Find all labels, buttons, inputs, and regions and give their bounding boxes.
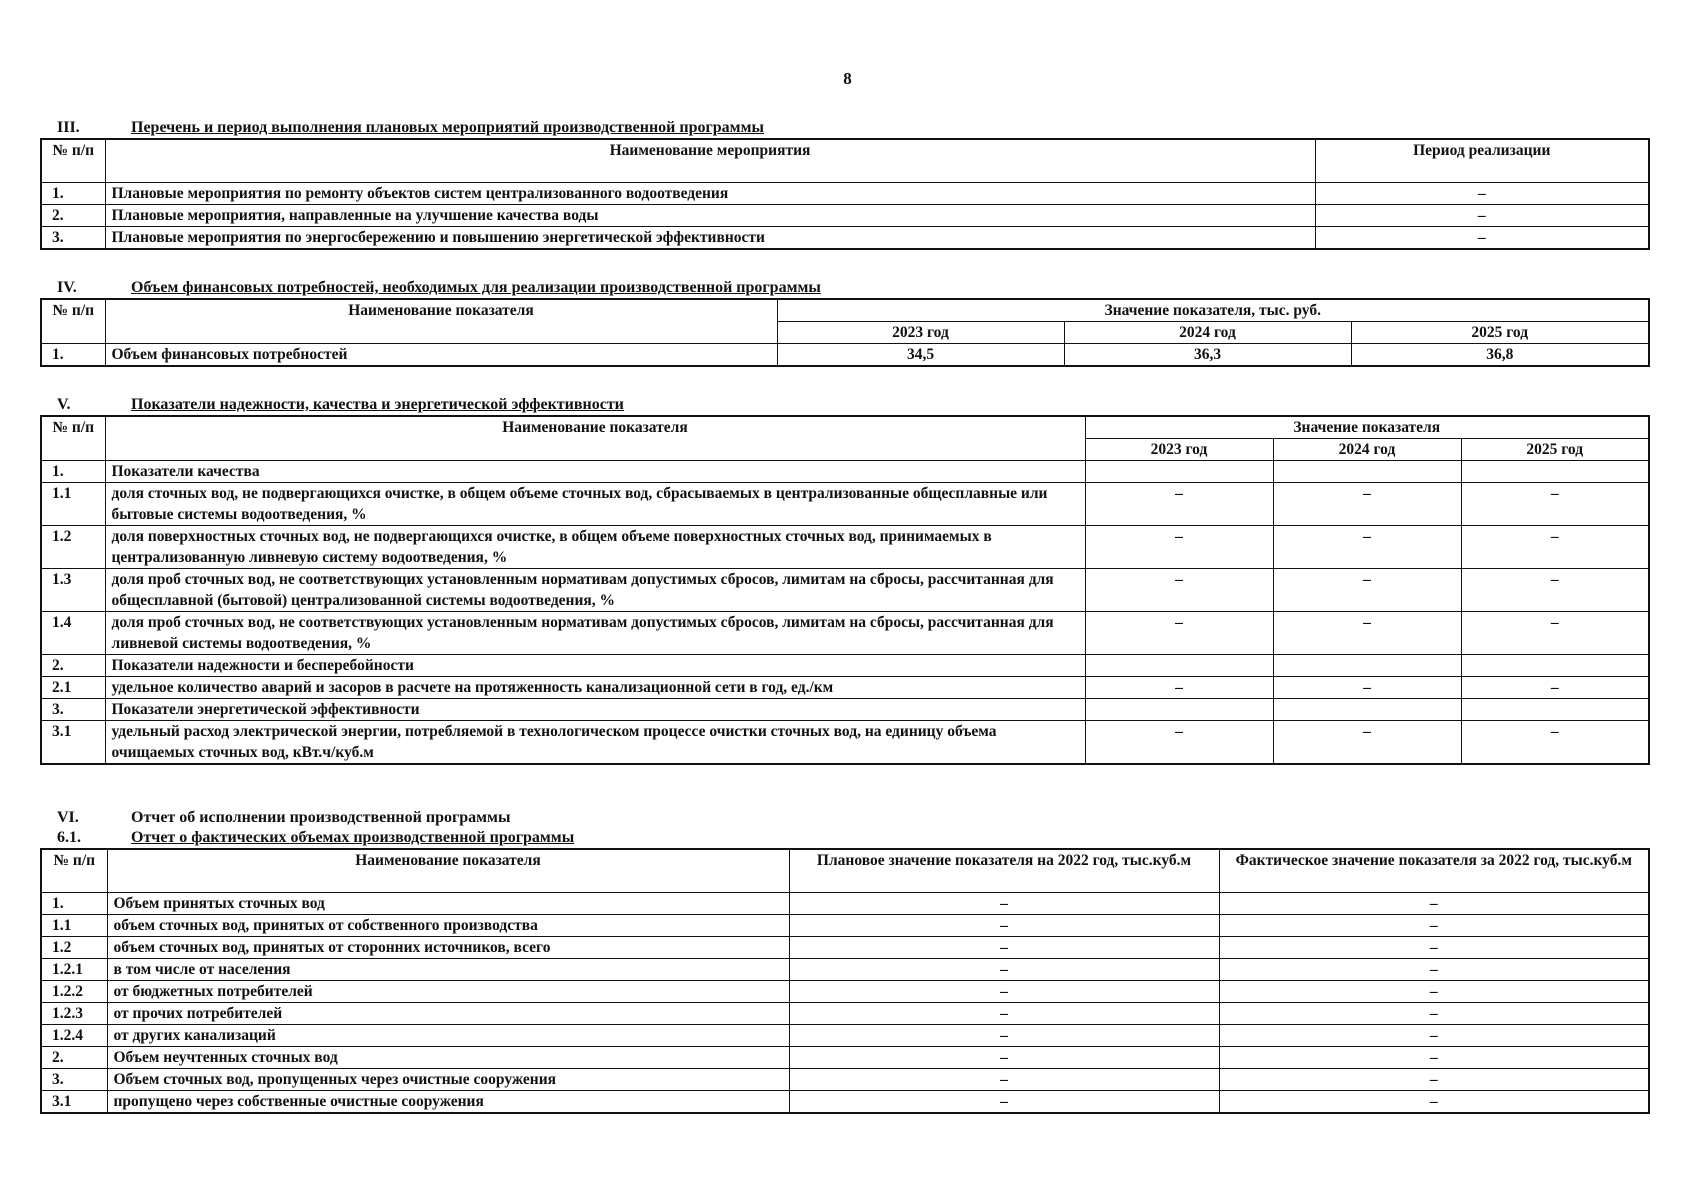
row-number: 2. (41, 655, 105, 677)
row-plan: – (789, 1069, 1219, 1091)
header-value: Значение показателя (1085, 416, 1649, 439)
table-row (41, 699, 1649, 721)
table-row (41, 959, 1649, 981)
row-name: Плановые мероприятия, направленные на улучшение качества воды (105, 205, 1315, 227)
header-no: № п/п (41, 139, 105, 183)
row-value-2024 (1273, 655, 1461, 677)
row-name: от других канализаций (107, 1025, 789, 1047)
row-number: 3.1 (41, 1091, 107, 1114)
row-number: 1.2.1 (41, 959, 107, 981)
row-fact: – (1219, 981, 1649, 1003)
row-number: 3.1 (41, 721, 105, 765)
row-number: 2. (41, 1047, 107, 1069)
table-6 (40, 848, 1650, 1114)
row-plan: – (789, 1047, 1219, 1069)
header-plan: Плановое значение показателя на 2022 год, тыс.куб.м (789, 849, 1219, 893)
row-plan: – (789, 893, 1219, 915)
section-6-1-heading: Отчет о фактических объемах производственной программы (131, 829, 575, 846)
table-row (41, 1091, 1649, 1114)
row-name: Объем финансовых потребностей (105, 344, 777, 367)
section-6 (40, 808, 1650, 1114)
row-value-2025: 36,8 (1351, 344, 1649, 367)
row-value-2024: – (1273, 526, 1461, 569)
row-name: от прочих потребителей (107, 1003, 789, 1025)
table-row (41, 655, 1649, 677)
header-name: Наименование мероприятия (105, 139, 1315, 183)
section-4-heading: Объем финансовых потребностей, необходимых для реализации производственной программы (131, 279, 821, 296)
row-name: доля проб сточных вод, не соответствующих установленным нормативам допустимых сбросов, лимитам на сбросы, рассчитанная для общесплавной (бытовой) централизованной системы водоотведения, % (105, 569, 1085, 612)
row-value-2024: – (1273, 677, 1461, 699)
row-value-2024: – (1273, 612, 1461, 655)
row-name: от бюджетных потребителей (107, 981, 789, 1003)
row-number: 1. (41, 344, 105, 367)
row-name: объем сточных вод, принятых от сторонних источников, всего (107, 937, 789, 959)
row-number: 1.4 (41, 612, 105, 655)
row-value-2024: – (1273, 483, 1461, 526)
row-value-2025: – (1461, 677, 1649, 699)
row-value-2023: – (1085, 569, 1273, 612)
table-3 (40, 138, 1650, 250)
header-2024: 2024 год (1273, 439, 1461, 461)
row-period: – (1315, 227, 1649, 250)
row-fact: – (1219, 1025, 1649, 1047)
row-fact: – (1219, 1003, 1649, 1025)
table-row (41, 915, 1649, 937)
row-name: Плановые мероприятия по энергосбережению и повышению энергетической эффективности (105, 227, 1315, 250)
row-value-2023: – (1085, 612, 1273, 655)
section-6-1-number: 6.1. (57, 829, 81, 846)
section-6-number: VI. (57, 809, 79, 826)
row-fact: – (1219, 893, 1649, 915)
row-plan: – (789, 915, 1219, 937)
header-fact: Фактическое значение показателя за 2022 год, тыс.куб.м (1219, 849, 1649, 893)
row-value-2025: – (1461, 526, 1649, 569)
header-period: Период реализации (1315, 139, 1649, 183)
row-name: Объем сточных вод, пропущенных через очистные сооружения (107, 1069, 789, 1091)
section-3 (40, 118, 1650, 250)
row-name: пропущено через собственные очистные сооружения (107, 1091, 789, 1114)
section-4 (40, 278, 1650, 367)
row-fact: – (1219, 1069, 1649, 1091)
row-period: – (1315, 183, 1649, 205)
table-row (41, 1025, 1649, 1047)
row-fact: – (1219, 959, 1649, 981)
row-value-2025 (1461, 655, 1649, 677)
row-number: 1.2 (41, 526, 105, 569)
table-4 (40, 298, 1650, 367)
row-value-2023 (1085, 655, 1273, 677)
row-value-2024: – (1273, 569, 1461, 612)
row-value-2023 (1085, 461, 1273, 483)
row-number: 1.2.2 (41, 981, 107, 1003)
header-2025: 2025 год (1461, 439, 1649, 461)
row-value-2023: 34,5 (777, 344, 1064, 367)
section-5-heading: Показатели надежности, качества и энергетической эффективности (131, 396, 624, 413)
row-plan: – (789, 1091, 1219, 1114)
row-fact: – (1219, 1091, 1649, 1114)
section-6-heading: Отчет об исполнении производственной программы (131, 809, 511, 826)
row-number: 3. (41, 227, 105, 250)
table-row (41, 1003, 1649, 1025)
table-row (41, 227, 1649, 250)
row-number: 3. (41, 699, 105, 721)
table-row (41, 893, 1649, 915)
section-3-title (40, 118, 1650, 138)
table-row (41, 569, 1649, 612)
header-no: № п/п (41, 849, 107, 893)
row-number: 1. (41, 183, 105, 205)
row-plan: – (789, 1003, 1219, 1025)
row-value-2025: – (1461, 483, 1649, 526)
row-value-2024 (1273, 699, 1461, 721)
row-number: 2. (41, 205, 105, 227)
table-row (41, 526, 1649, 569)
section-4-number: IV. (57, 279, 77, 296)
section-3-heading: Перечень и период выполнения плановых мероприятий производственной программы (131, 119, 764, 136)
row-value-2023 (1085, 699, 1273, 721)
row-value-2024: – (1273, 721, 1461, 765)
section-4-title (40, 278, 1650, 298)
row-name: Показатели надежности и бесперебойности (105, 655, 1085, 677)
row-period: – (1315, 205, 1649, 227)
row-value-2025 (1461, 461, 1649, 483)
row-name: удельный расход электрической энергии, потребляемой в технологическом процессе очистки сточных вод, на единицу объема очищаемых сточных вод, кВт.ч/куб.м (105, 721, 1085, 765)
row-name: доля сточных вод, не подвергающихся очистке, в общем объеме сточных вод, сбрасываемых в централизованные общесплавные или бытовые системы водоотведения, % (105, 483, 1085, 526)
row-number: 1. (41, 461, 105, 483)
row-name: Показатели энергетической эффективности (105, 699, 1085, 721)
row-value-2025: – (1461, 612, 1649, 655)
row-plan: – (789, 981, 1219, 1003)
row-fact: – (1219, 915, 1649, 937)
row-number: 3. (41, 1069, 107, 1091)
row-number: 1.3 (41, 569, 105, 612)
row-fact: – (1219, 1047, 1649, 1069)
row-name: Показатели качества (105, 461, 1085, 483)
row-value-2023: – (1085, 677, 1273, 699)
row-name: доля поверхностных сточных вод, не подвергающихся очистке, в общем объеме поверхностных сточных вод, принимаемых в централизованную ливневую систему водоотведения, % (105, 526, 1085, 569)
table-row (41, 677, 1649, 699)
row-name: Плановые мероприятия по ремонту объектов систем централизованного водоотведения (105, 183, 1315, 205)
header-2023: 2023 год (777, 322, 1064, 344)
table-row (41, 344, 1649, 367)
row-fact: – (1219, 937, 1649, 959)
row-name: удельное количество аварий и засоров в расчете на протяженность канализационной сети в год, ед./км (105, 677, 1085, 699)
table-5 (40, 415, 1650, 765)
table-row (41, 461, 1649, 483)
table-6-header-row (41, 849, 1649, 893)
table-4-header-row-1 (41, 299, 1649, 322)
header-name: Наименование показателя (105, 299, 777, 344)
row-number: 1.2 (41, 937, 107, 959)
table-row (41, 1069, 1649, 1091)
row-number: 1.1 (41, 915, 107, 937)
row-name: Объем принятых сточных вод (107, 893, 789, 915)
table-row (41, 612, 1649, 655)
table-5-header-row-1 (41, 416, 1649, 439)
row-plan: – (789, 959, 1219, 981)
section-3-number: III. (57, 119, 80, 136)
table-row (41, 721, 1649, 765)
header-no: № п/п (41, 299, 105, 344)
row-value-2025: – (1461, 721, 1649, 765)
row-number: 1. (41, 893, 107, 915)
section-6-title (40, 808, 1650, 828)
row-name: объем сточных вод, принятых от собственного производства (107, 915, 789, 937)
header-no: № п/п (41, 416, 105, 461)
table-row (41, 183, 1649, 205)
row-plan: – (789, 937, 1219, 959)
header-2025: 2025 год (1351, 322, 1649, 344)
header-name: Наименование показателя (105, 416, 1085, 461)
table-3-header-row (41, 139, 1649, 183)
row-number: 1.2.4 (41, 1025, 107, 1047)
row-number: 1.2.3 (41, 1003, 107, 1025)
section-5-number: V. (57, 396, 71, 413)
row-number: 2.1 (41, 677, 105, 699)
header-2023: 2023 год (1085, 439, 1273, 461)
section-5 (40, 395, 1650, 765)
row-value-2025 (1461, 699, 1649, 721)
header-value: Значение показателя, тыс. руб. (777, 299, 1649, 322)
row-value-2023: – (1085, 483, 1273, 526)
row-plan: – (789, 1025, 1219, 1047)
table-row (41, 1047, 1649, 1069)
table-row (41, 205, 1649, 227)
row-value-2023: – (1085, 526, 1273, 569)
row-name: доля проб сточных вод, не соответствующих установленным нормативам допустимых сбросов, лимитам на сбросы, рассчитанная для ливневой системы водоотведения, % (105, 612, 1085, 655)
row-value-2024: 36,3 (1064, 344, 1351, 367)
row-value-2023: – (1085, 721, 1273, 765)
header-name: Наименование показателя (107, 849, 789, 893)
row-value-2024 (1273, 461, 1461, 483)
header-2024: 2024 год (1064, 322, 1351, 344)
row-name: в том числе от населения (107, 959, 789, 981)
table-row (41, 981, 1649, 1003)
page-number: 8 (843, 69, 852, 88)
table-row (41, 937, 1649, 959)
row-number: 1.1 (41, 483, 105, 526)
row-name: Объем неучтенных сточных вод (107, 1047, 789, 1069)
section-5-title (40, 395, 1650, 415)
row-value-2025: – (1461, 569, 1649, 612)
table-row (41, 483, 1649, 526)
section-6-1-title (40, 828, 1650, 848)
